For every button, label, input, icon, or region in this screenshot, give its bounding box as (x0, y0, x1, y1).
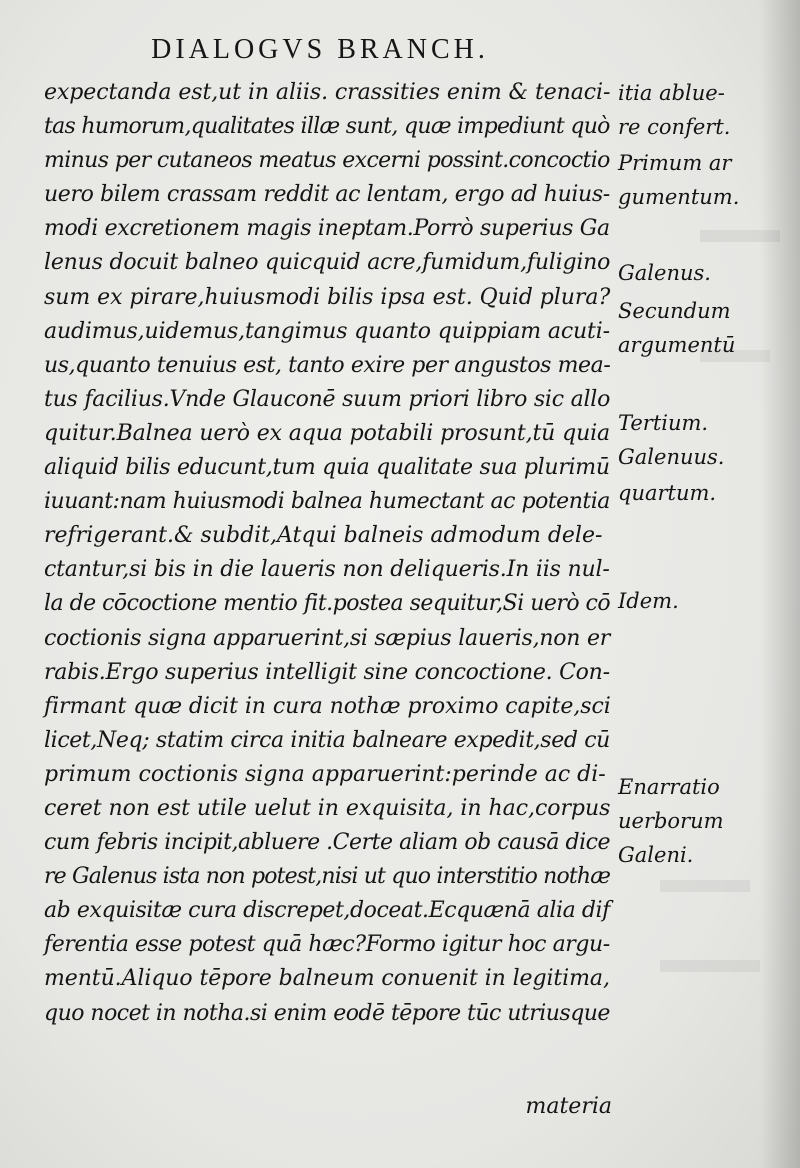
text-line: ctantur,si bis in die laueris non deliqueris.In iis nul- (44, 557, 610, 583)
margin-note-line: quartum. (618, 481, 717, 505)
body-text-block (44, 76, 610, 1031)
text-line: ferentia esse potest quā hæc?Formo igitur hoc argu- (44, 932, 610, 958)
text-line: primum coctionis signa apparuerint:perinde ac di- (44, 761, 606, 787)
text-line: us,quanto tenuius est, tanto exire per angustos mea- (44, 352, 611, 378)
margin-note-idem (618, 584, 788, 618)
margin-note-line: Galeni. (618, 843, 694, 868)
margin-note-enarratio (618, 770, 788, 872)
text-line: sum ex pirare,huiusmodi bilis ipsa est. Quid plura? (44, 284, 611, 310)
text-line: mentū.Aliquo tēpore balneum conuenit in legitima, (44, 966, 610, 992)
margin-note-line: uerborum (618, 809, 724, 834)
text-line: ceret non est utile uelut in exquisita, in hac,corpus (44, 795, 611, 821)
margin-note-line: Primum ar (618, 151, 732, 175)
bleed-through-mark (660, 960, 760, 972)
running-title: DIALOGVS BRANCH. (151, 34, 489, 65)
margin-note-line: Enarratio (618, 775, 720, 799)
margin-note-galenuus (618, 440, 788, 474)
text-line: modi excretionem magis ineptam.Porrò superius Ga (44, 216, 610, 242)
text-line: uero bilem crassam reddit ac lentam, ergo ad huius- (44, 182, 610, 208)
text-line: iuuant:nam huiusmodi balnea humectant ac potentia (44, 489, 610, 515)
text-line: minus per cutaneos meatus excerni possint.concoctio (44, 148, 610, 174)
bleed-through-mark (660, 880, 750, 892)
margin-note-abluere (618, 76, 788, 144)
margin-note-galenus (618, 256, 788, 290)
margin-note-line: Idem. (618, 589, 679, 613)
margin-note-line: gumentum. (618, 185, 740, 210)
margin-note-line: Tertium. (618, 411, 709, 435)
text-line: tus facilius.Vnde Glauconē suum priori libro sic allo (44, 386, 611, 412)
text-line: quo nocet in notha.si enim eodē tēpore tūc utriusque (44, 1000, 610, 1026)
text-line: quitur.Balnea uerò ex aqua potabili prosunt,tū quia (44, 420, 611, 446)
text-line: tas humorum,qualitates illæ sunt, quæ impediunt quò (44, 114, 610, 140)
text-line: cum febris incipit,abluere .Certe aliam ob causā dice (44, 830, 611, 856)
margin-note-line: Secundum (618, 299, 731, 323)
bleed-through-mark (700, 350, 770, 362)
text-line: coctionis signa apparuerint,si sæpius laueris,non er (44, 625, 610, 651)
text-line: re Galenus ista non potest,nisi ut quo interstitio nothæ (44, 864, 611, 890)
margin-note-line: argumentū (618, 333, 736, 358)
margin-note-line: Galenuus. (618, 445, 725, 469)
margin-note-line: itia ablue- (618, 81, 725, 105)
text-line: firmant quæ dicit in cura nothæ proximo capite,sci (44, 693, 611, 719)
text-line: aliquid bilis educunt,tum quia qualitate sua plurimū (44, 455, 610, 481)
text-line: licet,Neq; statim circa initia balneare expedit,sed cū (44, 727, 610, 753)
margin-note-tertium (618, 406, 788, 440)
margin-note-line: Galenus. (618, 261, 711, 285)
margin-note-primum (618, 146, 788, 214)
text-line: refrigerant.& subdit,Atqui balneis admodum dele- (44, 523, 603, 549)
text-line: rabis.Ergo superius intelligit sine concoctione. Con- (44, 659, 610, 685)
bleed-through-mark (700, 230, 780, 242)
text-line: ab exquisitæ cura discrepet,doceat.Ecquænā alia dif (44, 898, 610, 924)
text-line: la de cōcoctione mentio fit.postea sequitur,Si uerò cō (44, 591, 611, 617)
text-line: expectanda est,ut in aliis. crassities enim & tenaci- (44, 80, 611, 105)
catchword: materia (525, 1094, 612, 1119)
margin-note-line: re confert. (618, 115, 731, 140)
text-line: lenus docuit balneo quicquid acre,fumidum,fuligino (44, 250, 611, 276)
margin-note-quartum (618, 476, 788, 510)
text-line: audimus,uidemus,tangimus quanto quippiam acuti- (44, 318, 610, 344)
